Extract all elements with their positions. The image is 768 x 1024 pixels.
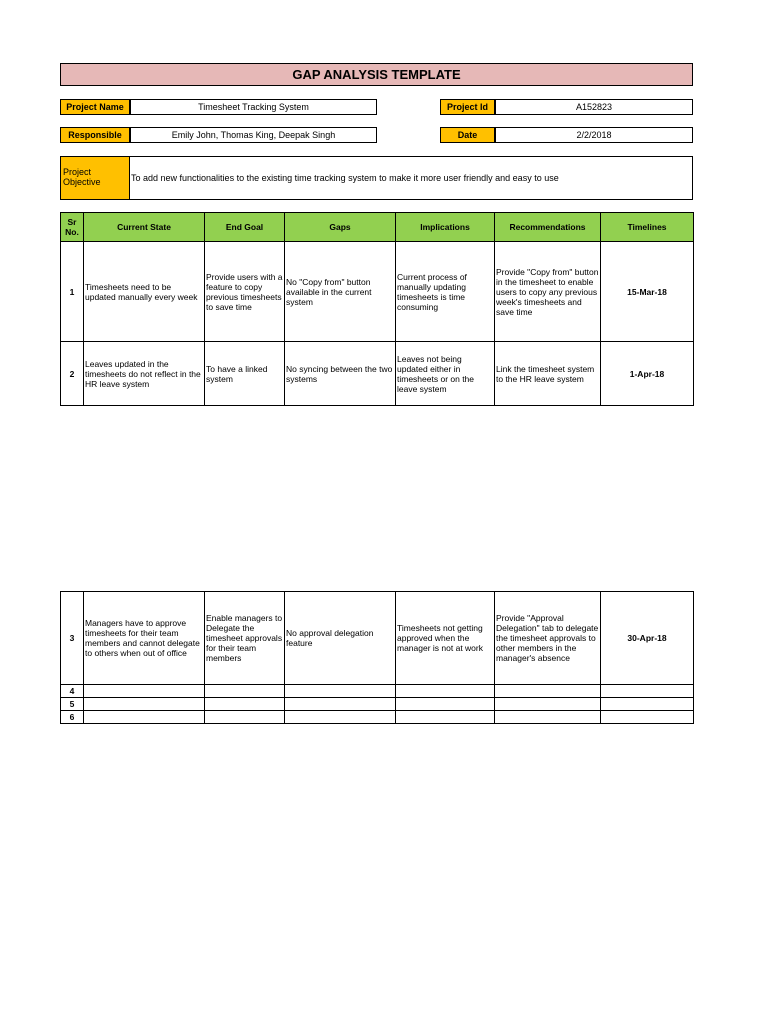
cell-empty (601, 698, 694, 711)
project-objective (60, 156, 693, 200)
cell-empty (84, 685, 205, 698)
cell-sr: 6 (61, 711, 84, 724)
cell-empty (205, 711, 285, 724)
table-row (61, 685, 694, 698)
cell-sr: 3 (61, 592, 84, 685)
table-row (61, 242, 694, 342)
header-sr-no: Sr No. (61, 213, 84, 242)
cell-gaps: No syncing between the two systems (285, 342, 396, 406)
table-row (61, 592, 694, 685)
cell-implications: Current process of manually updating timesheets is time consuming (396, 242, 495, 342)
table-row (61, 698, 694, 711)
header-timelines: Timelines (601, 213, 694, 242)
cell-end-goal: Provide users with a feature to copy previous timesheets to save time (205, 242, 285, 342)
cell-empty (396, 711, 495, 724)
objective-label: Project Objective (61, 157, 130, 199)
project-id-value: A152823 (495, 99, 693, 115)
cell-empty (495, 711, 601, 724)
cell-empty (205, 698, 285, 711)
table-row (61, 711, 694, 724)
cell-sr: 2 (61, 342, 84, 406)
gap-analysis-table-continued (60, 591, 694, 724)
cell-timeline: 30-Apr-18 (601, 592, 694, 685)
cell-sr: 4 (61, 685, 84, 698)
header-implications: Implications (396, 213, 495, 242)
responsible-label: Responsible (60, 127, 130, 143)
responsible-value: Emily John, Thomas King, Deepak Singh (130, 127, 377, 143)
cell-sr: 5 (61, 698, 84, 711)
document-title: GAP ANALYSIS TEMPLATE (60, 63, 693, 86)
cell-empty (84, 698, 205, 711)
date-label: Date (440, 127, 495, 143)
project-id-label: Project Id (440, 99, 495, 115)
cell-empty (285, 711, 396, 724)
cell-empty (495, 698, 601, 711)
table-header-row (61, 213, 694, 242)
header-current-state: Current State (84, 213, 205, 242)
cell-current-state: Timesheets need to be updated manually every week (84, 242, 205, 342)
cell-empty (205, 685, 285, 698)
project-name-value: Timesheet Tracking System (130, 99, 377, 115)
cell-current-state: Leaves updated in the timesheets do not reflect in the HR leave system (84, 342, 205, 406)
cell-gaps: No approval delegation feature (285, 592, 396, 685)
cell-end-goal: Enable managers to Delegate the timesheet approvals for their team members (205, 592, 285, 685)
table-row (61, 342, 694, 406)
cell-sr: 1 (61, 242, 84, 342)
header-gaps: Gaps (285, 213, 396, 242)
cell-recommendations: Provide "Approval Delegation" tab to delegate the timesheet approvals to other members in the manager's absence (495, 592, 601, 685)
cell-empty (396, 698, 495, 711)
cell-empty (601, 685, 694, 698)
cell-empty (396, 685, 495, 698)
cell-empty (285, 685, 396, 698)
header-recommendations: Recommendations (495, 213, 601, 242)
cell-recommendations: Link the timesheet system to the HR leave system (495, 342, 601, 406)
cell-implications: Leaves not being updated either in timesheets or on the leave system (396, 342, 495, 406)
date-value: 2/2/2018 (495, 127, 693, 143)
objective-value: To add new functionalities to the existing time tracking system to make it more user friendly and easy to use (131, 173, 559, 183)
cell-timeline: 15-Mar-18 (601, 242, 694, 342)
cell-empty (84, 711, 205, 724)
cell-gaps: No "Copy from" button available in the current system (285, 242, 396, 342)
project-name-label: Project Name (60, 99, 130, 115)
cell-empty (601, 711, 694, 724)
cell-empty (285, 698, 396, 711)
cell-implications: Timesheets not getting approved when the manager is not at work (396, 592, 495, 685)
gap-analysis-table (60, 212, 694, 406)
cell-end-goal: To have a linked system (205, 342, 285, 406)
header-end-goal: End Goal (205, 213, 285, 242)
cell-empty (495, 685, 601, 698)
cell-recommendations: Provide "Copy from" button in the timesheet to enable users to copy any previous week's timesheets and save time (495, 242, 601, 342)
cell-timeline: 1-Apr-18 (601, 342, 694, 406)
cell-current-state: Managers have to approve timesheets for their team members and cannot delegate to others when out of office (84, 592, 205, 685)
